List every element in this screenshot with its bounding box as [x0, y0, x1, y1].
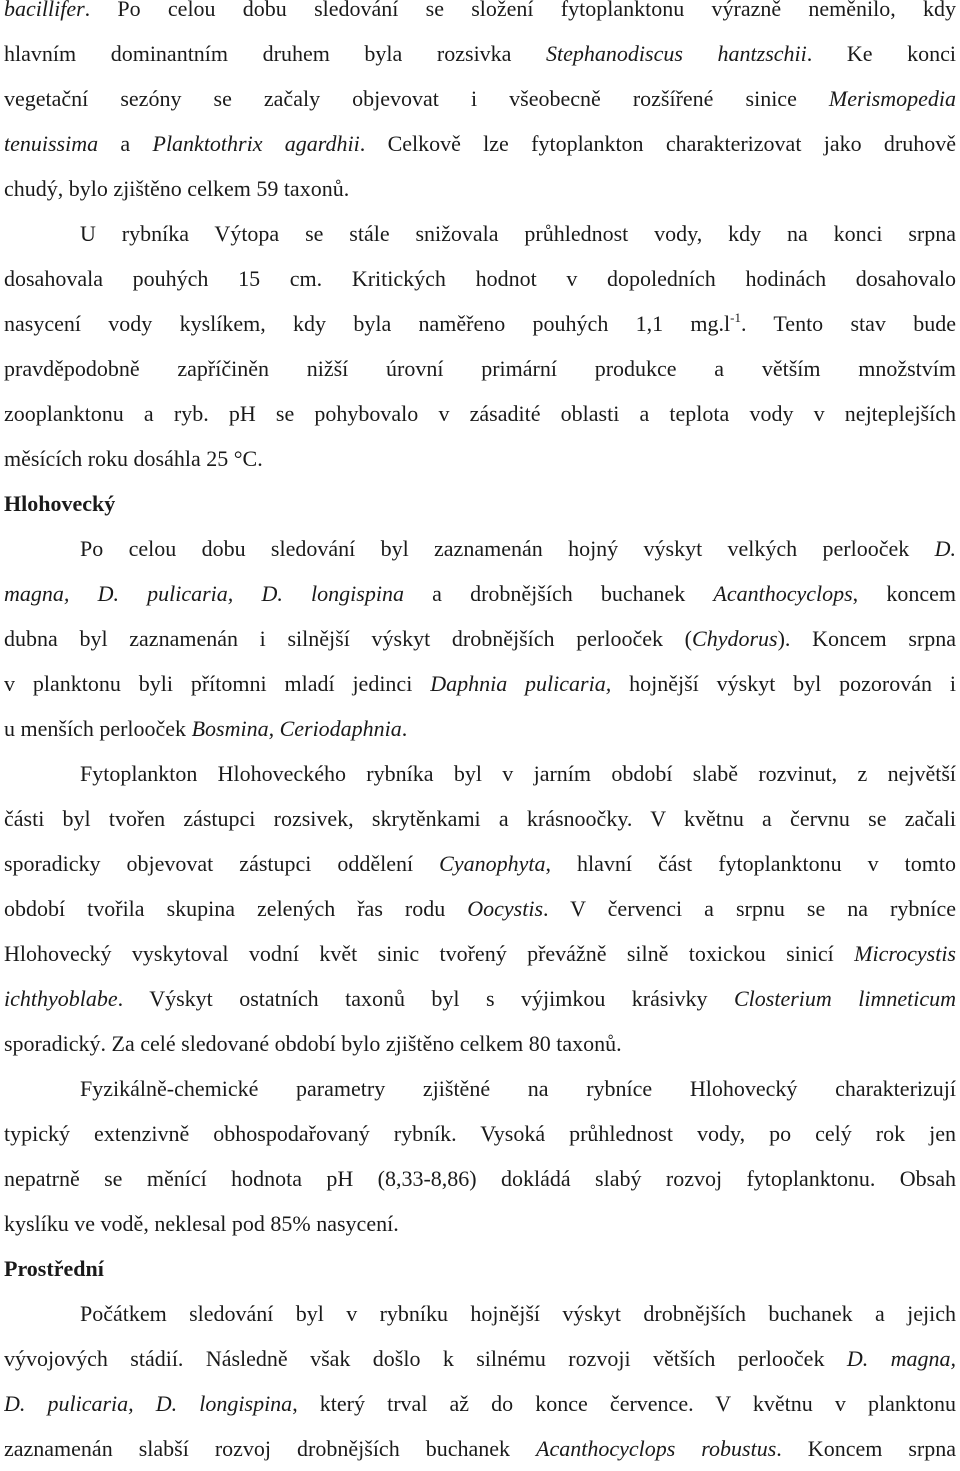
italic-text: Cyanophyta — [439, 851, 546, 876]
text-segment: . Celkově lze fytoplankton charakterizovat jako druhově — [359, 131, 956, 156]
text-line — [4, 1381, 956, 1426]
italic-text: D. — [934, 536, 956, 561]
text-segment: části byl tvořen zástupci rozsivek, skrytěnkami a krásnoočky. V květnu a červnu se začali — [4, 806, 956, 831]
text-line — [4, 1066, 956, 1111]
text-segment: nasycení vody kyslíkem, kdy byla naměřeno pouhých 1,1 mg.l — [4, 311, 731, 336]
text-segment: ). Koncem srpna — [777, 626, 956, 651]
text-line — [4, 166, 956, 211]
text-line — [4, 256, 956, 301]
superscript: -1 — [730, 310, 741, 325]
text-segment: . V červenci a srpnu se na rybníce — [543, 896, 956, 921]
italic-text: Daphnia pulicaria, — [430, 671, 612, 696]
text-line — [4, 436, 956, 481]
text-line — [4, 841, 956, 886]
text-line — [4, 346, 956, 391]
text-line — [4, 706, 956, 751]
text-segment: , který trval až do konce července. V květnu v planktonu — [292, 1391, 956, 1416]
text-segment: měsících roku dosáhla 25 °C. — [4, 446, 263, 471]
section-heading — [4, 1246, 956, 1291]
text-line — [4, 1291, 956, 1336]
text-line — [4, 1336, 956, 1381]
text-segment: zooplanktonu a ryb. pH se pohybovalo v zásadité oblasti a teplota vody v nejteplejších — [4, 401, 956, 426]
text-line — [4, 1156, 956, 1201]
text-segment: hlavním dominantním druhem byla rozsivka — [4, 41, 547, 66]
text-line — [4, 391, 956, 436]
text-segment: U rybníka Výtopa se stále snižovala průhlednost vody, kdy na konci srpna — [80, 221, 956, 246]
text-segment: . Ke konci — [806, 41, 956, 66]
text-line — [4, 886, 956, 931]
text-segment: dubna byl zaznamenán i silnější výskyt drobnějších perlooček ( — [4, 626, 693, 651]
italic-text: Acanthocyclops robustus — [536, 1436, 777, 1461]
text-segment: a — [98, 131, 153, 156]
text-line — [4, 616, 956, 661]
text-segment: zaznamenán slabší rozvoj drobnějších buchanek — [4, 1436, 537, 1461]
text-line — [4, 526, 956, 571]
text-segment: Hlohovecký — [4, 491, 116, 516]
text-line — [4, 31, 956, 76]
document-text — [4, 0, 956, 1471]
text-segment: . Tento stav bude — [741, 311, 956, 336]
italic-text: ichthyoblabe — [4, 986, 118, 1011]
italic-text: Bosmina, Ceriodaphnia — [191, 716, 402, 741]
italic-text: Oocystis — [467, 896, 544, 921]
text-line — [4, 121, 956, 166]
text-segment: dosahovala pouhých 15 cm. Kritických hodnot v dopoledních hodinách dosahovalo — [4, 266, 956, 291]
text-segment: u menších perlooček — [4, 716, 192, 741]
text-segment: Hlohovecký vyskytoval vodní květ sinic tvořený převážně silně toxickou sinicí — [4, 941, 855, 966]
italic-text: longispina — [282, 581, 404, 606]
text-segment: a drobnějších buchanek — [403, 581, 714, 606]
text-segment: Počátkem sledování byl v rybníku hojnější výskyt drobnějších buchanek a jejich — [80, 1301, 956, 1326]
text-line — [4, 1111, 956, 1156]
text-segment: , koncem — [852, 581, 956, 606]
text-segment: vývojových stádií. Následně však došlo k silnému rozvoji větších perlooček — [4, 1346, 847, 1371]
text-line — [4, 976, 956, 1021]
text-segment: , hlavní část fytoplanktonu v tomto — [545, 851, 956, 876]
text-segment: Prostřední — [4, 1256, 104, 1281]
text-line — [4, 931, 956, 976]
text-segment: . Koncem srpna — [776, 1436, 956, 1461]
text-segment: období tvořila skupina zelených řas rodu — [4, 896, 468, 921]
text-line — [4, 571, 956, 616]
text-segment: Fytoplankton Hlohoveckého rybníka byl v jarním období slabě rozvinut, z největší — [80, 761, 956, 786]
text-segment: . Výskyt ostatních taxonů byl s výjimkou krásivky — [117, 986, 734, 1011]
section-heading — [4, 481, 956, 526]
text-line — [4, 796, 956, 841]
italic-text: Chydorus — [692, 626, 778, 651]
text-line — [4, 0, 956, 31]
italic-text: Acanthocyclops — [713, 581, 853, 606]
italic-text: Merismopedia — [828, 86, 956, 111]
italic-text: bacillifer — [4, 0, 85, 21]
italic-text: Closterium limneticum — [734, 986, 956, 1011]
text-line — [4, 211, 956, 256]
text-segment: hojnější výskyt byl pozorován i — [611, 671, 956, 696]
italic-text: Planktothrix agardhii — [152, 131, 360, 156]
text-segment: . — [401, 716, 408, 741]
text-segment: typický extenzivně obhospodařovaný rybník. Vysoká průhlednost vody, po celý rok jen — [4, 1121, 956, 1146]
italic-text: D. magna, — [846, 1346, 956, 1371]
text-line — [4, 1021, 956, 1066]
italic-text: D. pulicaria, D. — [4, 1391, 178, 1416]
italic-text: Microcystis — [854, 941, 956, 966]
italic-text: longispina — [177, 1391, 293, 1416]
italic-text: Stephanodiscus hantzschii — [546, 41, 807, 66]
italic-text: tenuissima — [4, 131, 99, 156]
text-line — [4, 1201, 956, 1246]
text-line — [4, 661, 956, 706]
text-segment: sporadický. Za celé sledované období bylo zjištěno celkem 80 taxonů. — [4, 1031, 622, 1056]
text-segment: Po celou dobu sledování byl zaznamenán hojný výskyt velkých perlooček — [80, 536, 935, 561]
text-line — [4, 301, 956, 346]
text-line — [4, 751, 956, 796]
text-segment: Fyzikálně-chemické parametry zjištěné na rybníce Hlohovecký charakterizují — [80, 1076, 956, 1101]
text-segment: v planktonu byli přítomni mladí jedinci — [4, 671, 431, 696]
italic-text: magna, D. pulicaria, D. — [4, 581, 283, 606]
text-segment: sporadicky objevovat zástupci oddělení — [4, 851, 440, 876]
text-line — [4, 76, 956, 121]
text-segment: chudý, bylo zjištěno celkem 59 taxonů. — [4, 176, 350, 201]
text-segment: nepatrně se měnící hodnota pH (8,33-8,86) dokládá slabý rozvoj fytoplanktonu. Obsah — [4, 1166, 956, 1191]
text-line — [4, 1426, 956, 1471]
text-segment: pravděpodobně zapříčiněn nižší úrovní primární produkce a větším množstvím — [4, 356, 956, 381]
text-segment: vegetační sezóny se začaly objevovat i všeobecně rozšířené sinice — [4, 86, 829, 111]
text-segment: . Po celou dobu sledování se složení fytoplanktonu výrazně neměnilo, kdy — [84, 0, 956, 21]
text-segment: kyslíku ve vodě, neklesal pod 85% nasycení. — [4, 1211, 399, 1236]
